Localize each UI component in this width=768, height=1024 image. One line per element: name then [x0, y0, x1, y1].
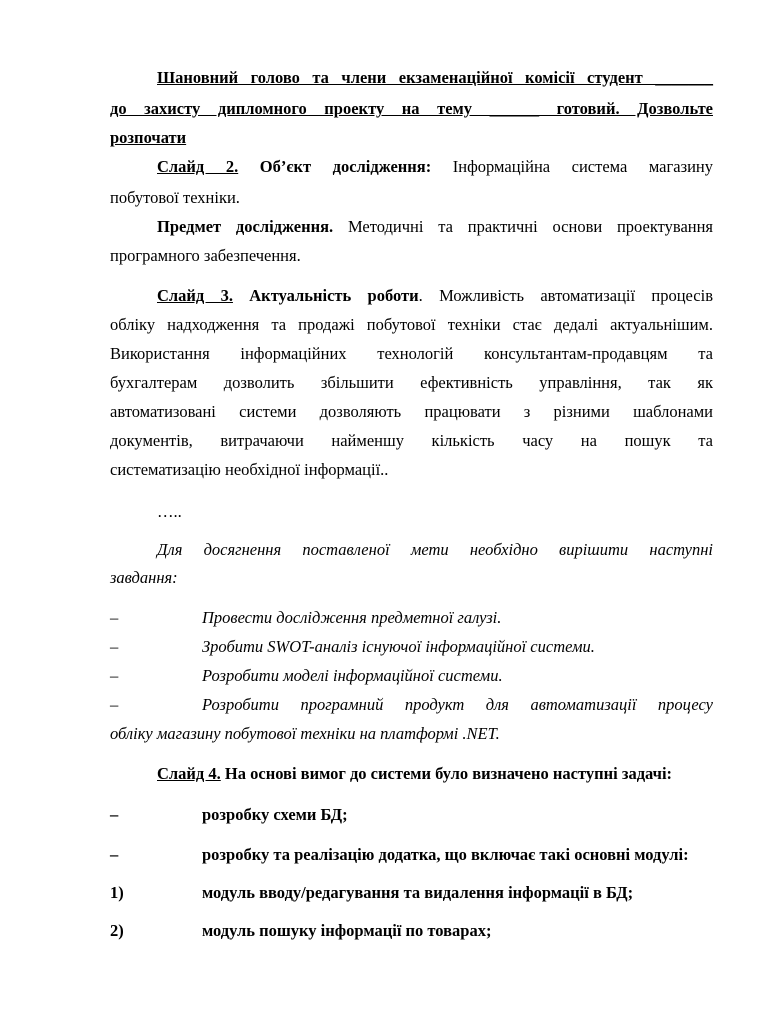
- task-text: Провести дослідження предметної галузі.: [202, 608, 502, 627]
- slide3-line-4: автоматизовані системи дозволяють працювати з різними шаблонами: [110, 402, 713, 421]
- slide3-first-line: [157, 286, 713, 306]
- dash-marker: –: [110, 637, 119, 656]
- slide2-label: Слайд 2.: [157, 157, 239, 176]
- slide4-item-text: розробку схеми БД;: [202, 805, 348, 824]
- number-marker: 2): [110, 921, 124, 940]
- task-item-4-cont: обліку магазину побутової техніки на платформі .NET.: [110, 724, 500, 743]
- dash-marker: –: [110, 666, 119, 685]
- slide4-item-text: розробку та реалізацію додатка, що включає такі основні модулі:: [202, 845, 689, 864]
- slide3-line-2: Використання інформаційних технологій консультантам-продавцям та: [110, 344, 713, 363]
- slide3-goal-line-1: Для досягнення поставленої мети необхідно вирішити наступні: [157, 540, 713, 559]
- slide4-intro: На основі вимог до системи було визначено наступні задачі:: [224, 764, 673, 783]
- slide3-line-3: бухгалтерам дозволить збільшити ефективність управління, так як: [110, 373, 713, 392]
- slide4-label: Слайд 4.: [157, 764, 221, 783]
- task-text: Розробити моделі інформаційної системи.: [202, 666, 503, 685]
- intro-line-1: Шановний голово та члени екзаменаційної комісії студент _______: [157, 68, 713, 87]
- slide3-title: Актуальність роботи: [249, 286, 419, 305]
- slide2-subject-text: Методичні та практичні основи проектування: [347, 217, 714, 236]
- numbered-text: модуль вводу/редагування та видалення інформації в БД;: [202, 883, 634, 902]
- number-marker: 1): [110, 883, 124, 902]
- task-text: Зробити SWOT-аналіз існуючої інформаційної системи.: [202, 637, 595, 656]
- slide2-subject-line: [157, 217, 713, 237]
- dash-marker: –: [110, 608, 119, 627]
- dash-marker: –: [110, 845, 119, 864]
- slide3-line-1: обліку надходження та продажі побутової техніки стає дедалі актуальнішим.: [110, 315, 713, 334]
- dash-marker: –: [110, 805, 119, 824]
- slide2-object-line: [157, 157, 713, 177]
- slide3-label: Слайд 3.: [157, 286, 233, 305]
- numbered-text: модуль пошуку інформації по товарах;: [202, 921, 492, 940]
- slide3-line-5: документів, витрачаючи найменшу кількість часу на пошук та: [110, 431, 713, 450]
- intro-line-2: до захисту дипломного проекту на тему ______ готовий. Дозвольте: [110, 99, 713, 118]
- intro-line-3: розпочати: [110, 128, 187, 147]
- dash-marker: –: [110, 695, 119, 714]
- slide3-goal-line-2: завдання:: [110, 568, 178, 587]
- slide3-text-l1: . Можливість автоматизації процесів: [418, 286, 713, 305]
- slide2-object-label: Об’єкт дослідження:: [259, 157, 432, 176]
- slide2-object-cont: побутової техніки.: [110, 188, 240, 207]
- slide3-line-6: систематизацію необхідної інформації..: [110, 460, 389, 479]
- slide2-subject-label: Предмет дослідження.: [157, 217, 334, 236]
- slide3-ellipsis: …..: [157, 502, 182, 521]
- slide4-intro-line: [157, 764, 713, 784]
- slide2-object-text: Інформаційна система магазину: [452, 157, 714, 176]
- slide2-subject-cont: програмного забезпечення.: [110, 246, 301, 265]
- task-text: Розробити програмний продукт для автоматизації процесу: [202, 695, 713, 714]
